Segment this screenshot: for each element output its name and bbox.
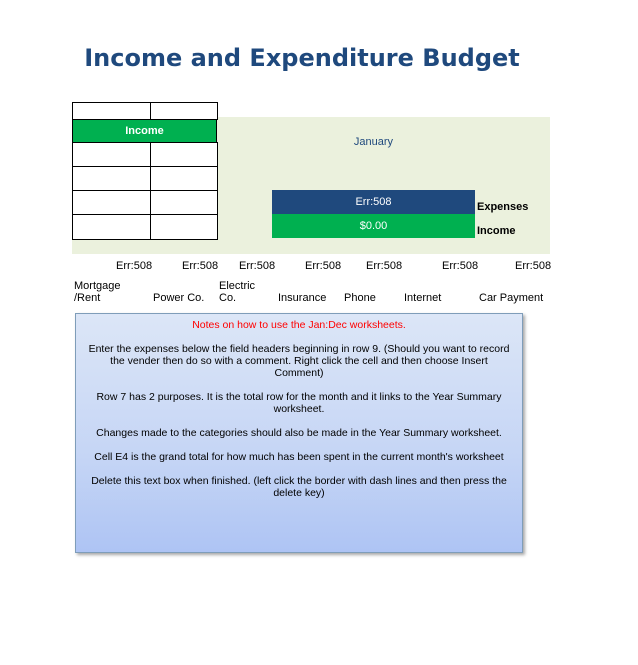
- column-header-car-payment[interactable]: Car Payment: [479, 292, 544, 304]
- column-total-car[interactable]: Err:508: [515, 260, 552, 272]
- income-table-cell[interactable]: [150, 190, 218, 215]
- column-header-electric[interactable]: Electric Co.: [219, 280, 256, 304]
- notes-paragraph: Row 7 has 2 purposes. It is the total row for the month and it links to the Year Summary worksheet.: [96, 391, 502, 415]
- income-table-cell[interactable]: [72, 214, 151, 240]
- expenses-total-bar[interactable]: Err:508: [272, 190, 475, 214]
- income-table-cell[interactable]: [150, 166, 218, 191]
- column-header-mortgage[interactable]: Mortgage /Rent: [74, 280, 121, 304]
- column-header-insurance[interactable]: Insurance: [278, 292, 327, 304]
- income-table-cell[interactable]: [72, 102, 151, 120]
- column-total-electric[interactable]: Err:508: [239, 260, 276, 272]
- income-table-cell[interactable]: [150, 142, 218, 167]
- column-total-mortgage[interactable]: Err:508: [116, 260, 153, 272]
- column-header-internet[interactable]: Internet: [404, 292, 442, 304]
- income-table-cell[interactable]: [72, 142, 151, 167]
- column-total-internet[interactable]: Err:508: [442, 260, 479, 272]
- column-header-phone[interactable]: Phone: [344, 292, 376, 304]
- expenses-label: Expenses: [477, 201, 529, 213]
- income-total-bar[interactable]: $0.00: [272, 214, 475, 238]
- income-table-cell[interactable]: [150, 214, 218, 240]
- notes-heading: Notes on how to use the Jan:Dec worksheets.: [192, 319, 406, 331]
- income-table-cell[interactable]: [150, 102, 218, 120]
- notes-paragraph: Delete this text box when finished. (left click the border with dash lines and then press the delete key): [91, 475, 507, 499]
- page-title: Income and Expenditure Budget: [84, 44, 520, 72]
- notes-paragraph: Changes made to the categories should also be made in the Year Summary worksheet.: [96, 427, 502, 439]
- income-table-header[interactable]: Income: [72, 119, 217, 143]
- notes-paragraph: Enter the expenses below the field headers beginning in row 9. (Should you want to record the vender then do so with a comment. Right click the cell and then choose Insert Comment): [88, 343, 510, 379]
- column-total-power[interactable]: Err:508: [182, 260, 219, 272]
- column-header-power[interactable]: Power Co.: [153, 292, 205, 304]
- income-table-cell[interactable]: [72, 190, 151, 215]
- column-total-phone[interactable]: Err:508: [366, 260, 403, 272]
- notes-text-box[interactable]: [75, 313, 523, 553]
- month-label[interactable]: January: [353, 136, 394, 148]
- column-total-insurance[interactable]: Err:508: [305, 260, 342, 272]
- notes-paragraph: Cell E4 is the grand total for how much has been spent in the current month's worksheet: [94, 451, 504, 463]
- income-label: Income: [477, 225, 516, 237]
- income-table-cell[interactable]: [72, 166, 151, 191]
